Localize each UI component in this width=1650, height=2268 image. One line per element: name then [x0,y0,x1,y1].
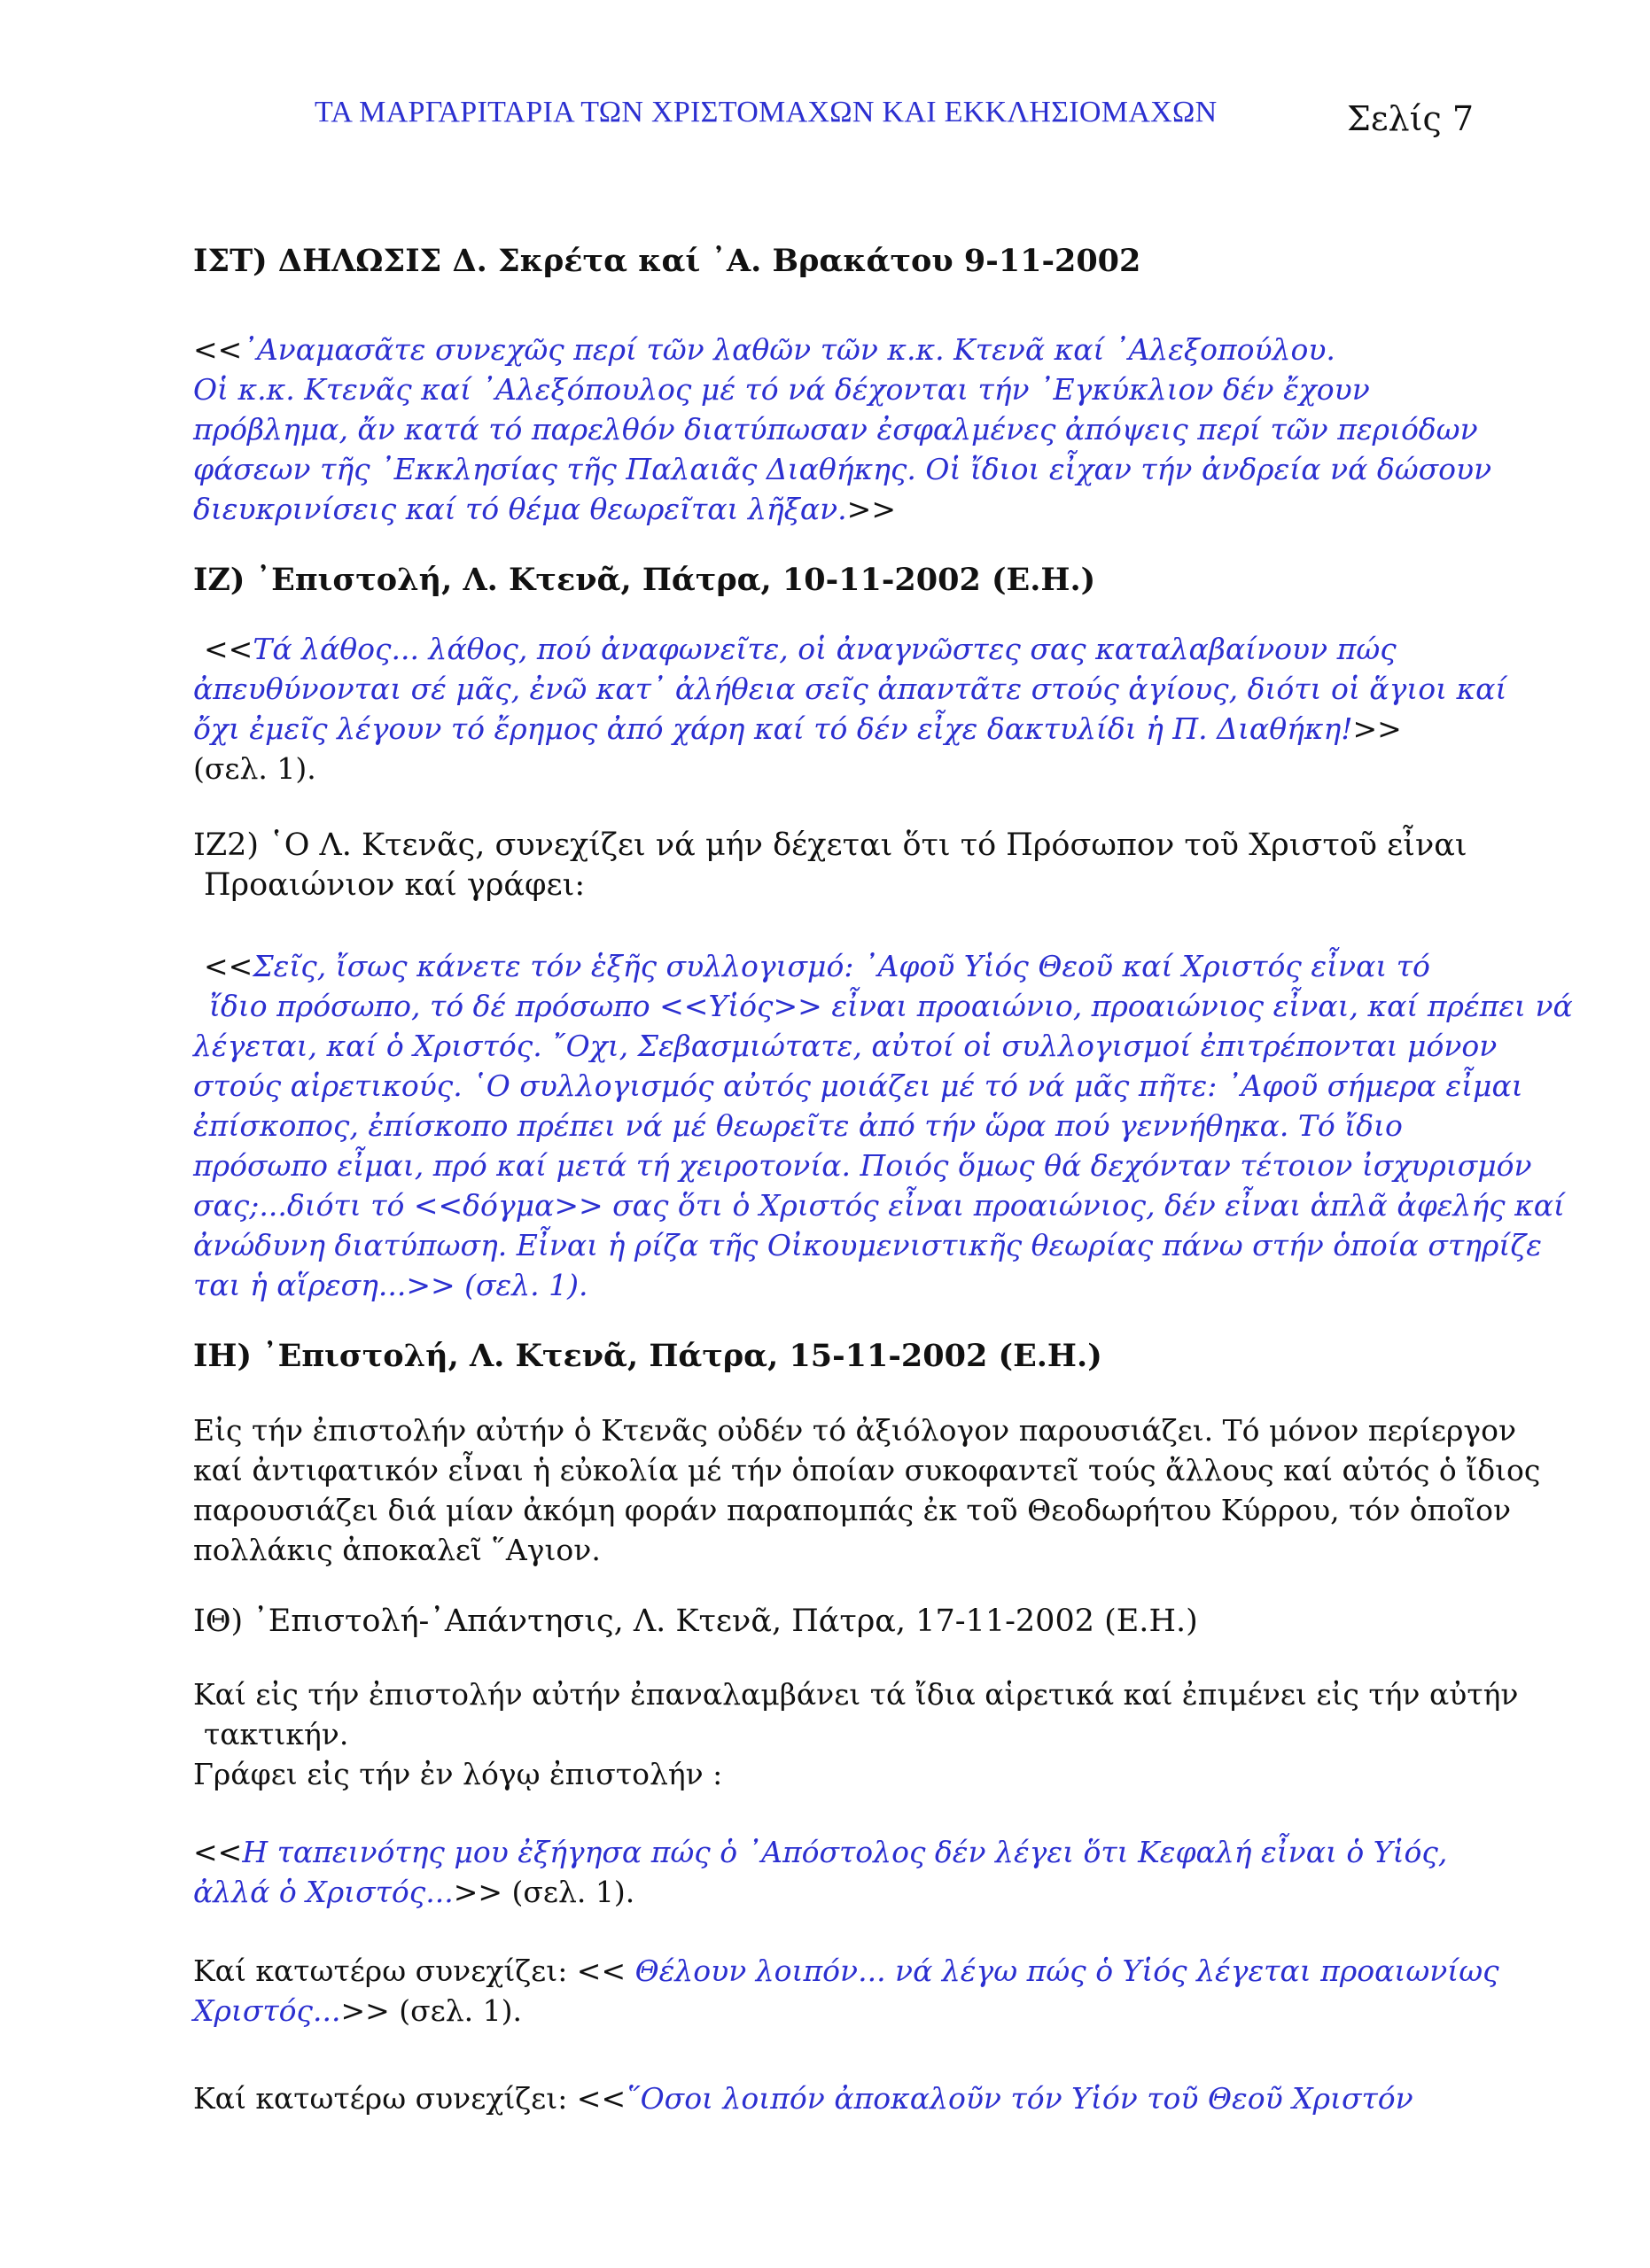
quote-line: λέγεται, καί ὁ Χριστός. ῎Οχι, Σεβασμιώτατε, αὐτοί οἱ συλλογισμοί ἐπιτρέπονται μόνον [193,1029,1498,1063]
running-header-title: ΤΑ ΜΑΡΓΑΡΙΤΑΡΙΑ ΤΩΝ ΧΡΙΣΤΟΜΑΧΩΝ ΚΑΙ ΕΚΚΛΗΣΙΟΜΑΧΩΝ [315,96,1218,128]
quote-text: ὄχι ἐμεῖς λέγουν τό ἔρημος ἀπό χάρη καί τό δέν εἶχε δακτυλίδι ἡ Π. Διαθήκη! [193,711,1353,746]
quote-line [193,330,1460,369]
quote-line [193,2078,1460,2118]
quote-line: σας;...διότι τό <<δόγμα>> σας ὅτι ὁ Χριστός εἶναι προαιώνιος, δέν εἶναι ἁπλᾶ ἀφελής καί [193,1188,1565,1223]
quote-text: ἀλλά ὁ Χριστός... [193,1875,454,1909]
quote-text: Χριστός... [193,1993,341,2028]
quote-text: διευκρινίσεις καί τό θέμα θεωρεῖται λῆξαν. [193,492,847,526]
paragraph-line: τακτικήν. [204,1717,349,1751]
quote-line: πρόσωπο εἶμαι, πρό καί μετά τή χειροτονία. Ποιός ὅμως θά δεχόνταν τέτοιον ἰσχυρισμόν [193,1148,1532,1183]
quote-line: στούς αἱρετικούς. ῾Ο συλλογισμός αὐτός μοιάζει μέ τό νά μᾶς πῆτε: ᾿Αφοῦ σήμερα εἶμαι [193,1068,1523,1103]
quote-text: Τά λάθος... λάθος, πού ἀναφωνεῖτε, οἱ ἀναγνῶστες σας καταλαβαίνουν πώς [253,632,1397,666]
page-number: Σελίς 7 [1347,99,1475,138]
paragraph-line: παρουσιάζει διά μίαν ἀκόμη φοράν παραπομπάς ἐκ τοῦ Θεοδωρήτου Κύρρου, τόν ὁποῖον [193,1493,1512,1527]
lead-text: Καί κατωτέρω συνεχίζει: << [193,1953,635,1988]
citation: (σελ. 1). [193,751,316,786]
quote-line: πρόβλημα, ἄν κατά τό παρελθόν διατύπωσαν ἐσφαλμένες ἀπόψεις περί τῶν περιόδων [193,412,1478,447]
quote-text: Θέλουν λοιπόν... νά λέγω πώς ὁ Υἱός λέγεται προαιωνίως [634,1953,1499,1988]
paragraph-line: καί ἀντιφατικόν εἶναι ἡ εὐκολία μέ τήν ὁποίαν συκοφαντεῖ τούς ἄλλους καί αὐτός ὁ ἴδιος [193,1453,1541,1487]
quote-mark: << [204,632,253,666]
quote-line: Οἱ κ.κ. Κτενᾶς καί ᾿Αλεξόπουλος μέ τό νά δέχονται τήν ᾿Εγκύκλιον δέν ἔχουν [193,372,1370,407]
paragraph-line: πολλάκις ἀποκαλεῖ ῞Αγιον. [193,1533,601,1567]
paragraph-line: ΙΖ2) ῾Ο Λ. Κτενᾶς, συνεχίζει νά μήν δέχεται ὅτι τό Πρόσωπον τοῦ Χριστοῦ εἶναι [193,827,1467,863]
quote-mark: << [193,332,243,367]
quote-line [193,489,1460,529]
quote-mark: >> [846,492,896,526]
quote-line: ἐπίσκοπος, ἐπίσκοπο πρέπει νά μέ θεωρεῖτε ἀπό τήν ὥρα πού γεννήθηκα. Τό ἴδιο [193,1108,1403,1143]
section-18-body [193,1410,1541,1570]
section-17b-quote [193,946,1573,1305]
section-19-body [193,1674,1519,1794]
section-19-quote-3 [193,2078,1460,2118]
quote-mark: << [204,949,253,983]
lead-text: Καί κατωτέρω συνεχίζει: << [193,2081,627,2116]
quote-line [193,1951,1499,1991]
quote-line [193,946,1460,986]
paragraph-line: Γράφει εἰς τήν ἐν λόγῳ ἐπιστολήν : [193,1757,723,1791]
quote-mark: >> [1352,711,1402,746]
citation: >> (σελ. 1). [340,1993,522,2028]
quote-line [193,1832,1460,1872]
section-17b-intro [193,826,1467,905]
section-19-quote-1 [193,1832,1460,1912]
section-16-heading: ΙΣΤ) ΔΗΛΩΣΙΣ Δ. Σκρέτα καί ᾿Α. Βρακάτου 9-11-2002 [193,243,1141,279]
quote-line: ται ἡ αἵρεση...>> (σελ. 1). [193,1268,588,1302]
section-16-quote [193,330,1492,529]
section-18-heading: ΙΗ) ᾿Επιστολή, Λ. Κτενᾶ, Πάτρα, 15-11-2002 (Ε.Η.) [193,1338,1102,1374]
quote-line: ἀπευθύνονται σέ μᾶς, ἐνῶ κατ᾿ ἀλήθεια σεῖς ἀπαντᾶτε στούς ἁγίους, διότι οἱ ἅγιοι καί [193,672,1507,706]
quote-line [193,629,1460,669]
paragraph-line: Προαιώνιον καί γράφει: [204,867,586,903]
quote-text: Σεῖς, ἴσως κάνετε τόν ἑξῆς συλλογισμό: ᾿Αφοῦ Υἱός Θεοῦ καί Χριστός εἶναι τό [253,949,1430,983]
quote-text: ῞Οσοι λοιπόν ἀποκαλοῦν τόν Υἱόν τοῦ Θεοῦ Χριστόν [626,2081,1413,2116]
quote-mark: << [193,1835,243,1869]
quote-line: φάσεων τῆς ᾿Εκκλησίας τῆς Παλαιᾶς Διαθήκης. Οἱ ἴδιοι εἶχαν τήν ἀνδρεία νά δώσουν [193,452,1492,486]
quote-line [193,709,1460,749]
quote-line: ἴδιο πρόσωπο, τό δέ πρόσωπο <<Υἱός>> εἶναι προαιώνιο, προαιώνιος εἶναι, καί πρέπει νά [209,989,1573,1023]
section-19-quote-2 [193,1951,1499,2031]
quote-line [193,1991,1460,2031]
section-17-quote [193,629,1507,788]
quote-text: Η ταπεινότης μου ἐξήγησα πώς ὁ ᾿Απόστολος δέν λέγει ὅτι Κεφαλή εἶναι ὁ Υἱός, [242,1835,1448,1869]
quote-text: ᾿Αναμασᾶτε συνεχῶς περί τῶν λαθῶν τῶν κ.κ. Κτενᾶ καί ᾿Αλεξοπούλου. [242,332,1335,367]
paragraph-line: Καί εἰς τήν ἐπιστολήν αὐτήν ἐπαναλαμβάνει τά ἴδια αἱρετικά καί ἐπιμένει εἰς τήν αὐτήν [193,1677,1519,1712]
paragraph-line: Εἰς τήν ἐπιστολήν αὐτήν ὁ Κτενᾶς οὐδέν τό ἀξιόλογον παρουσιάζει. Τό μόνον περίεργον [193,1413,1517,1448]
section-19-heading: ΙΘ) ᾿Επιστολή-᾿Απάντησις, Λ. Κτενᾶ, Πάτρα, 17-11-2002 (Ε.Η.) [193,1604,1198,1639]
citation: >> (σελ. 1). [453,1875,635,1909]
quote-line [193,1872,1460,1912]
quote-line: ἀνώδυνη διατύπωση. Εἶναι ἡ ρίζα τῆς Οἰκουμενιστικῆς θεωρίας πάνω στήν ὁποία στηρίζε [193,1228,1542,1262]
section-17-heading: ΙΖ) ᾿Επιστολή, Λ. Κτενᾶ, Πάτρα, 10-11-2002 (Ε.Η.) [193,562,1096,598]
